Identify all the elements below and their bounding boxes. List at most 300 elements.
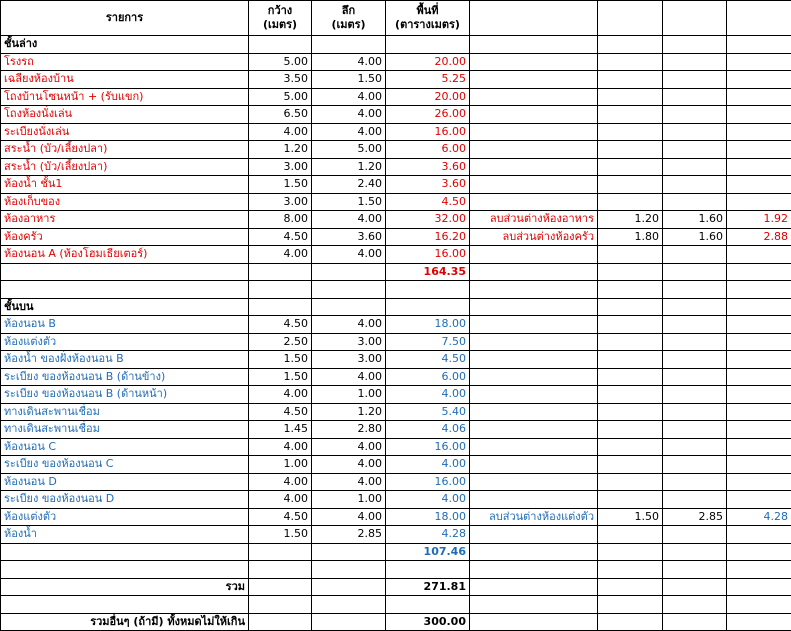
cell[interactable] [663, 386, 727, 404]
cell[interactable] [727, 176, 791, 194]
area-value[interactable]: 4.06 [386, 421, 470, 439]
width-value[interactable]: 1.50 [249, 176, 312, 194]
cell[interactable] [727, 71, 791, 89]
deduction-note[interactable]: ลบส่วนต่างห้องแต่งตัว [470, 508, 598, 526]
cell[interactable] [598, 123, 663, 141]
cell[interactable] [598, 193, 663, 211]
cell[interactable] [312, 543, 386, 561]
empty-row [1, 561, 791, 579]
cell[interactable] [598, 526, 663, 544]
section-upper-title [1, 298, 791, 316]
cell[interactable] [470, 281, 598, 299]
deduction-depth[interactable]: 1.60 [663, 228, 727, 246]
cell[interactable] [727, 438, 791, 456]
area-value[interactable]: 5.40 [386, 403, 470, 421]
room-name[interactable]: ระเบียงนั่งเล่น [1, 123, 249, 141]
limit-total-row [1, 613, 791, 631]
depth-value[interactable]: 3.60 [312, 228, 386, 246]
cell[interactable] [727, 298, 791, 316]
table-row [1, 106, 791, 124]
cell[interactable] [727, 88, 791, 106]
cell[interactable] [598, 316, 663, 334]
cell[interactable] [727, 281, 791, 299]
width-value[interactable]: 5.00 [249, 53, 312, 71]
area-value[interactable]: 18.00 [386, 508, 470, 526]
depth-value[interactable]: 4.00 [312, 438, 386, 456]
cell[interactable] [249, 596, 312, 614]
header-row [1, 1, 791, 36]
cell[interactable] [312, 578, 386, 596]
cell[interactable] [598, 88, 663, 106]
cell[interactable] [727, 123, 791, 141]
area-value[interactable]: 3.60 [386, 158, 470, 176]
cell[interactable] [598, 596, 663, 614]
cell[interactable] [727, 386, 791, 404]
cell[interactable] [470, 36, 598, 54]
depth-value[interactable]: 4.00 [312, 53, 386, 71]
cell[interactable] [386, 281, 470, 299]
table-row [1, 211, 791, 229]
cell[interactable] [470, 158, 598, 176]
cell[interactable] [663, 368, 727, 386]
cell[interactable] [727, 333, 791, 351]
width-value[interactable]: 3.00 [249, 158, 312, 176]
header-area[interactable]: พื้นที่ (ตารางเมตร) [386, 1, 470, 36]
header-item[interactable]: รายการ [1, 1, 249, 36]
cell[interactable] [470, 298, 598, 316]
cell[interactable] [663, 438, 727, 456]
cell[interactable] [470, 1, 598, 36]
area-value[interactable]: 4.00 [386, 386, 470, 404]
room-name[interactable]: ห้องแต่งตัว [1, 333, 249, 351]
cell[interactable] [663, 71, 727, 89]
room-name[interactable]: ห้องนอน C [1, 438, 249, 456]
cell[interactable] [663, 613, 727, 631]
cell[interactable] [727, 596, 791, 614]
width-value[interactable]: 1.00 [249, 456, 312, 474]
cell[interactable] [470, 578, 598, 596]
width-value[interactable]: 4.00 [249, 473, 312, 491]
cell[interactable] [727, 421, 791, 439]
area-value[interactable]: 3.60 [386, 176, 470, 194]
cell[interactable] [663, 88, 727, 106]
area-value[interactable]: 32.00 [386, 211, 470, 229]
width-value[interactable]: 6.50 [249, 106, 312, 124]
cell[interactable] [470, 263, 598, 281]
cell[interactable] [470, 543, 598, 561]
area-value[interactable]: 4.50 [386, 351, 470, 369]
depth-value[interactable]: 1.00 [312, 491, 386, 509]
width-value[interactable]: 4.00 [249, 386, 312, 404]
width-value[interactable]: 5.00 [249, 88, 312, 106]
cell[interactable] [663, 421, 727, 439]
area-value[interactable]: 6.00 [386, 141, 470, 159]
grand-total-row [1, 578, 791, 596]
area-value[interactable]: 26.00 [386, 106, 470, 124]
cell[interactable] [249, 298, 312, 316]
cell[interactable] [598, 421, 663, 439]
room-name[interactable]: ระเบียง ของห้องนอน B (ด้านข้าง) [1, 368, 249, 386]
cell[interactable] [663, 403, 727, 421]
depth-value[interactable]: 1.50 [312, 71, 386, 89]
width-value[interactable]: 3.50 [249, 71, 312, 89]
deduction-area[interactable]: 2.88 [727, 228, 791, 246]
width-value[interactable]: 1.50 [249, 368, 312, 386]
cell[interactable] [727, 473, 791, 491]
cell[interactable] [470, 456, 598, 474]
cell[interactable] [386, 298, 470, 316]
header-width[interactable]: กว้าง (เมตร) [249, 1, 312, 36]
cell[interactable] [663, 298, 727, 316]
cell[interactable] [312, 263, 386, 281]
total-label[interactable]: รวมอื่นๆ (ถ้ามี) ทั้งหมดไม่ให้เกิน [1, 613, 249, 631]
cell[interactable] [598, 368, 663, 386]
table-row [1, 333, 791, 351]
cell[interactable] [470, 246, 598, 264]
room-name[interactable]: ทางเดินสะพานเชื่อม [1, 403, 249, 421]
cell[interactable] [663, 123, 727, 141]
area-value[interactable]: 16.00 [386, 123, 470, 141]
cell[interactable] [470, 316, 598, 334]
room-name[interactable]: ห้องเก็บของ [1, 193, 249, 211]
area-value[interactable]: 16.00 [386, 246, 470, 264]
cell[interactable] [470, 368, 598, 386]
room-name[interactable]: ระเบียง ของห้องนอน C [1, 456, 249, 474]
cell[interactable] [727, 613, 791, 631]
room-name[interactable]: สระน้ำ (บัว/เลี้ยงปลา) [1, 141, 249, 159]
deduction-width[interactable]: 1.50 [598, 508, 663, 526]
depth-value[interactable]: 4.00 [312, 368, 386, 386]
cell[interactable] [663, 473, 727, 491]
table-row [1, 351, 791, 369]
cell[interactable] [386, 36, 470, 54]
cell[interactable] [727, 263, 791, 281]
cell[interactable] [470, 106, 598, 124]
width-value[interactable]: 2.50 [249, 333, 312, 351]
room-name[interactable]: ห้องนอน A (ห้องโฮมเธียเตอร์) [1, 246, 249, 264]
width-value[interactable]: 4.00 [249, 491, 312, 509]
cell[interactable] [598, 141, 663, 159]
cell[interactable] [470, 71, 598, 89]
cell[interactable] [598, 298, 663, 316]
total-value[interactable]: 271.81 [386, 578, 470, 596]
width-value[interactable]: 8.00 [249, 211, 312, 229]
cell[interactable] [1, 543, 249, 561]
cell[interactable] [598, 263, 663, 281]
cell[interactable] [727, 36, 791, 54]
cell[interactable] [663, 106, 727, 124]
area-value[interactable]: 16.20 [386, 228, 470, 246]
cell[interactable] [727, 316, 791, 334]
cell[interactable] [470, 596, 598, 614]
cell[interactable] [598, 613, 663, 631]
cell[interactable] [727, 368, 791, 386]
room-name[interactable]: โถงบ้านโซนหน้า + (รับแขก) [1, 88, 249, 106]
cell[interactable] [598, 456, 663, 474]
depth-value[interactable]: 1.20 [312, 403, 386, 421]
subtotal-value[interactable]: 107.46 [386, 543, 470, 561]
area-value[interactable]: 5.25 [386, 71, 470, 89]
room-name[interactable]: ห้องน้ำ [1, 526, 249, 544]
room-name[interactable]: ห้องนอน D [1, 473, 249, 491]
room-name[interactable]: ทางเดินสะพานเชื่อม [1, 421, 249, 439]
cell[interactable] [1, 281, 249, 299]
cell[interactable] [598, 403, 663, 421]
cell[interactable] [470, 403, 598, 421]
cell[interactable] [470, 526, 598, 544]
cell[interactable] [727, 456, 791, 474]
cell[interactable] [663, 263, 727, 281]
area-value[interactable]: 16.00 [386, 473, 470, 491]
cell[interactable] [598, 176, 663, 194]
cell[interactable] [663, 333, 727, 351]
width-value[interactable]: 1.45 [249, 421, 312, 439]
deduction-note[interactable]: ลบส่วนต่างห้องครัว [470, 228, 598, 246]
area-value[interactable]: 4.28 [386, 526, 470, 544]
room-name[interactable]: ระเบียง ของห้องนอน D [1, 491, 249, 509]
subtotal-row [1, 543, 791, 561]
cell[interactable] [727, 491, 791, 509]
depth-value[interactable]: 3.00 [312, 333, 386, 351]
width-value[interactable]: 4.00 [249, 123, 312, 141]
cell[interactable] [312, 281, 386, 299]
cell[interactable] [598, 53, 663, 71]
area-value[interactable]: 18.00 [386, 316, 470, 334]
cell[interactable] [249, 613, 312, 631]
table-row [1, 368, 791, 386]
area-value[interactable]: 7.50 [386, 333, 470, 351]
cell[interactable] [598, 1, 663, 36]
cell[interactable] [470, 333, 598, 351]
cell[interactable] [598, 106, 663, 124]
depth-value[interactable]: 1.50 [312, 193, 386, 211]
cell[interactable] [598, 386, 663, 404]
room-name[interactable]: โรงรถ [1, 53, 249, 71]
cell[interactable] [598, 351, 663, 369]
cell[interactable] [249, 263, 312, 281]
cell[interactable] [312, 596, 386, 614]
cell[interactable] [470, 386, 598, 404]
depth-value[interactable]: 4.00 [312, 246, 386, 264]
depth-value[interactable]: 4.00 [312, 508, 386, 526]
cell[interactable] [598, 561, 663, 579]
table-row [1, 123, 791, 141]
cell[interactable] [727, 141, 791, 159]
empty-row [1, 596, 791, 614]
total-value[interactable]: 300.00 [386, 613, 470, 631]
width-value[interactable]: 4.50 [249, 508, 312, 526]
area-value[interactable]: 4.50 [386, 193, 470, 211]
cell[interactable] [727, 351, 791, 369]
cell[interactable] [598, 438, 663, 456]
header-depth[interactable]: ลึก (เมตร) [312, 1, 386, 36]
total-label[interactable]: รวม [1, 578, 249, 596]
cell[interactable] [470, 176, 598, 194]
depth-value[interactable]: 4.00 [312, 106, 386, 124]
cell[interactable] [727, 246, 791, 264]
deduction-note[interactable]: ลบส่วนต่างห้องอาหาร [470, 211, 598, 229]
cell[interactable] [727, 53, 791, 71]
cell[interactable] [727, 193, 791, 211]
cell[interactable] [598, 333, 663, 351]
room-name[interactable]: ห้องอาหาร [1, 211, 249, 229]
cell[interactable] [663, 351, 727, 369]
cell[interactable] [386, 561, 470, 579]
cell[interactable] [663, 176, 727, 194]
cell[interactable] [470, 491, 598, 509]
deduction-area[interactable]: 1.92 [727, 211, 791, 229]
cell[interactable] [312, 36, 386, 54]
cell[interactable] [598, 246, 663, 264]
cell[interactable] [249, 36, 312, 54]
depth-value[interactable]: 4.00 [312, 316, 386, 334]
cell[interactable] [663, 561, 727, 579]
room-name[interactable]: ห้องน้ำ ของฝั่งห้องนอน B [1, 351, 249, 369]
deduction-depth[interactable]: 2.85 [663, 508, 727, 526]
deduction-width[interactable]: 1.80 [598, 228, 663, 246]
cell[interactable] [470, 473, 598, 491]
room-name[interactable]: โถงห้องนั่งเล่น [1, 106, 249, 124]
depth-value[interactable]: 2.85 [312, 526, 386, 544]
section-title[interactable]: ชั้นบน [1, 298, 249, 316]
width-value[interactable]: 4.50 [249, 228, 312, 246]
cell[interactable] [470, 561, 598, 579]
width-value[interactable]: 4.50 [249, 403, 312, 421]
cell[interactable] [249, 561, 312, 579]
cell[interactable] [249, 281, 312, 299]
area-value[interactable]: 20.00 [386, 53, 470, 71]
depth-value[interactable]: 4.00 [312, 211, 386, 229]
area-value[interactable]: 4.00 [386, 456, 470, 474]
cell[interactable] [470, 123, 598, 141]
depth-value[interactable]: 1.00 [312, 386, 386, 404]
cell[interactable] [249, 543, 312, 561]
depth-value[interactable]: 5.00 [312, 141, 386, 159]
table-row [1, 158, 791, 176]
width-value[interactable]: 3.00 [249, 193, 312, 211]
cell[interactable] [598, 36, 663, 54]
cell[interactable] [312, 298, 386, 316]
depth-value[interactable]: 2.80 [312, 421, 386, 439]
cell[interactable] [470, 613, 598, 631]
cell[interactable] [1, 561, 249, 579]
width-value[interactable]: 1.50 [249, 351, 312, 369]
area-value[interactable]: 16.00 [386, 438, 470, 456]
area-value[interactable]: 6.00 [386, 368, 470, 386]
cell[interactable] [470, 421, 598, 439]
cell[interactable] [1, 596, 249, 614]
cell[interactable] [727, 158, 791, 176]
table-row [1, 176, 791, 194]
cell[interactable] [663, 526, 727, 544]
cell[interactable] [663, 316, 727, 334]
cell[interactable] [470, 438, 598, 456]
room-name[interactable]: ระเบียง ของห้องนอน B (ด้านหน้า) [1, 386, 249, 404]
table-row [1, 53, 791, 71]
cell[interactable] [386, 596, 470, 614]
cell[interactable] [312, 613, 386, 631]
depth-value[interactable]: 2.40 [312, 176, 386, 194]
cell[interactable] [312, 561, 386, 579]
empty-row [1, 281, 791, 299]
cell[interactable] [470, 351, 598, 369]
cell[interactable] [249, 578, 312, 596]
cell[interactable] [663, 543, 727, 561]
area-value[interactable]: 4.00 [386, 491, 470, 509]
cell[interactable] [663, 158, 727, 176]
cell[interactable] [598, 543, 663, 561]
cell[interactable] [598, 281, 663, 299]
width-value[interactable]: 4.00 [249, 438, 312, 456]
room-name[interactable]: ห้องน้ำ ชั้น1 [1, 176, 249, 194]
width-value[interactable]: 4.50 [249, 316, 312, 334]
depth-value[interactable]: 3.00 [312, 351, 386, 369]
deduction-area[interactable]: 4.28 [727, 508, 791, 526]
cell[interactable] [663, 456, 727, 474]
cell[interactable] [663, 36, 727, 54]
cell[interactable] [598, 71, 663, 89]
cell[interactable] [663, 1, 727, 36]
cell[interactable] [598, 491, 663, 509]
room-name[interactable]: ห้องแต่งตัว [1, 508, 249, 526]
cell[interactable] [727, 1, 791, 36]
room-name[interactable]: เฉลียงห้องบ้าน [1, 71, 249, 89]
cell[interactable] [470, 88, 598, 106]
cell[interactable] [727, 403, 791, 421]
width-value[interactable]: 4.00 [249, 246, 312, 264]
cell[interactable] [663, 53, 727, 71]
cell[interactable] [470, 141, 598, 159]
room-name[interactable]: ห้องครัว [1, 228, 249, 246]
depth-value[interactable]: 4.00 [312, 456, 386, 474]
cell[interactable] [663, 491, 727, 509]
cell[interactable] [663, 578, 727, 596]
cell[interactable] [727, 578, 791, 596]
depth-value[interactable]: 4.00 [312, 123, 386, 141]
cell[interactable] [727, 526, 791, 544]
section-title[interactable]: ชั้นล่าง [1, 36, 249, 54]
area-value[interactable]: 20.00 [386, 88, 470, 106]
cell[interactable] [663, 141, 727, 159]
table-row [1, 316, 791, 334]
cell[interactable] [470, 53, 598, 71]
depth-value[interactable]: 4.00 [312, 473, 386, 491]
cell[interactable] [727, 561, 791, 579]
width-value[interactable]: 1.20 [249, 141, 312, 159]
cell[interactable] [663, 281, 727, 299]
cell[interactable] [598, 473, 663, 491]
deduction-depth[interactable]: 1.60 [663, 211, 727, 229]
depth-value[interactable]: 1.20 [312, 158, 386, 176]
cell[interactable] [727, 106, 791, 124]
room-name[interactable]: สระน้ำ (บัว/เลี้ยงปลา) [1, 158, 249, 176]
cell[interactable] [470, 193, 598, 211]
cell[interactable] [727, 543, 791, 561]
depth-value[interactable]: 4.00 [312, 88, 386, 106]
subtotal-value[interactable]: 164.35 [386, 263, 470, 281]
cell[interactable] [598, 578, 663, 596]
cell[interactable] [598, 158, 663, 176]
cell[interactable] [663, 193, 727, 211]
room-name[interactable]: ห้องนอน B [1, 316, 249, 334]
width-value[interactable]: 1.50 [249, 526, 312, 544]
table-row [1, 473, 791, 491]
subtotal-row [1, 263, 791, 281]
cell[interactable] [663, 246, 727, 264]
cell[interactable] [663, 596, 727, 614]
cell[interactable] [1, 263, 249, 281]
deduction-width[interactable]: 1.20 [598, 211, 663, 229]
